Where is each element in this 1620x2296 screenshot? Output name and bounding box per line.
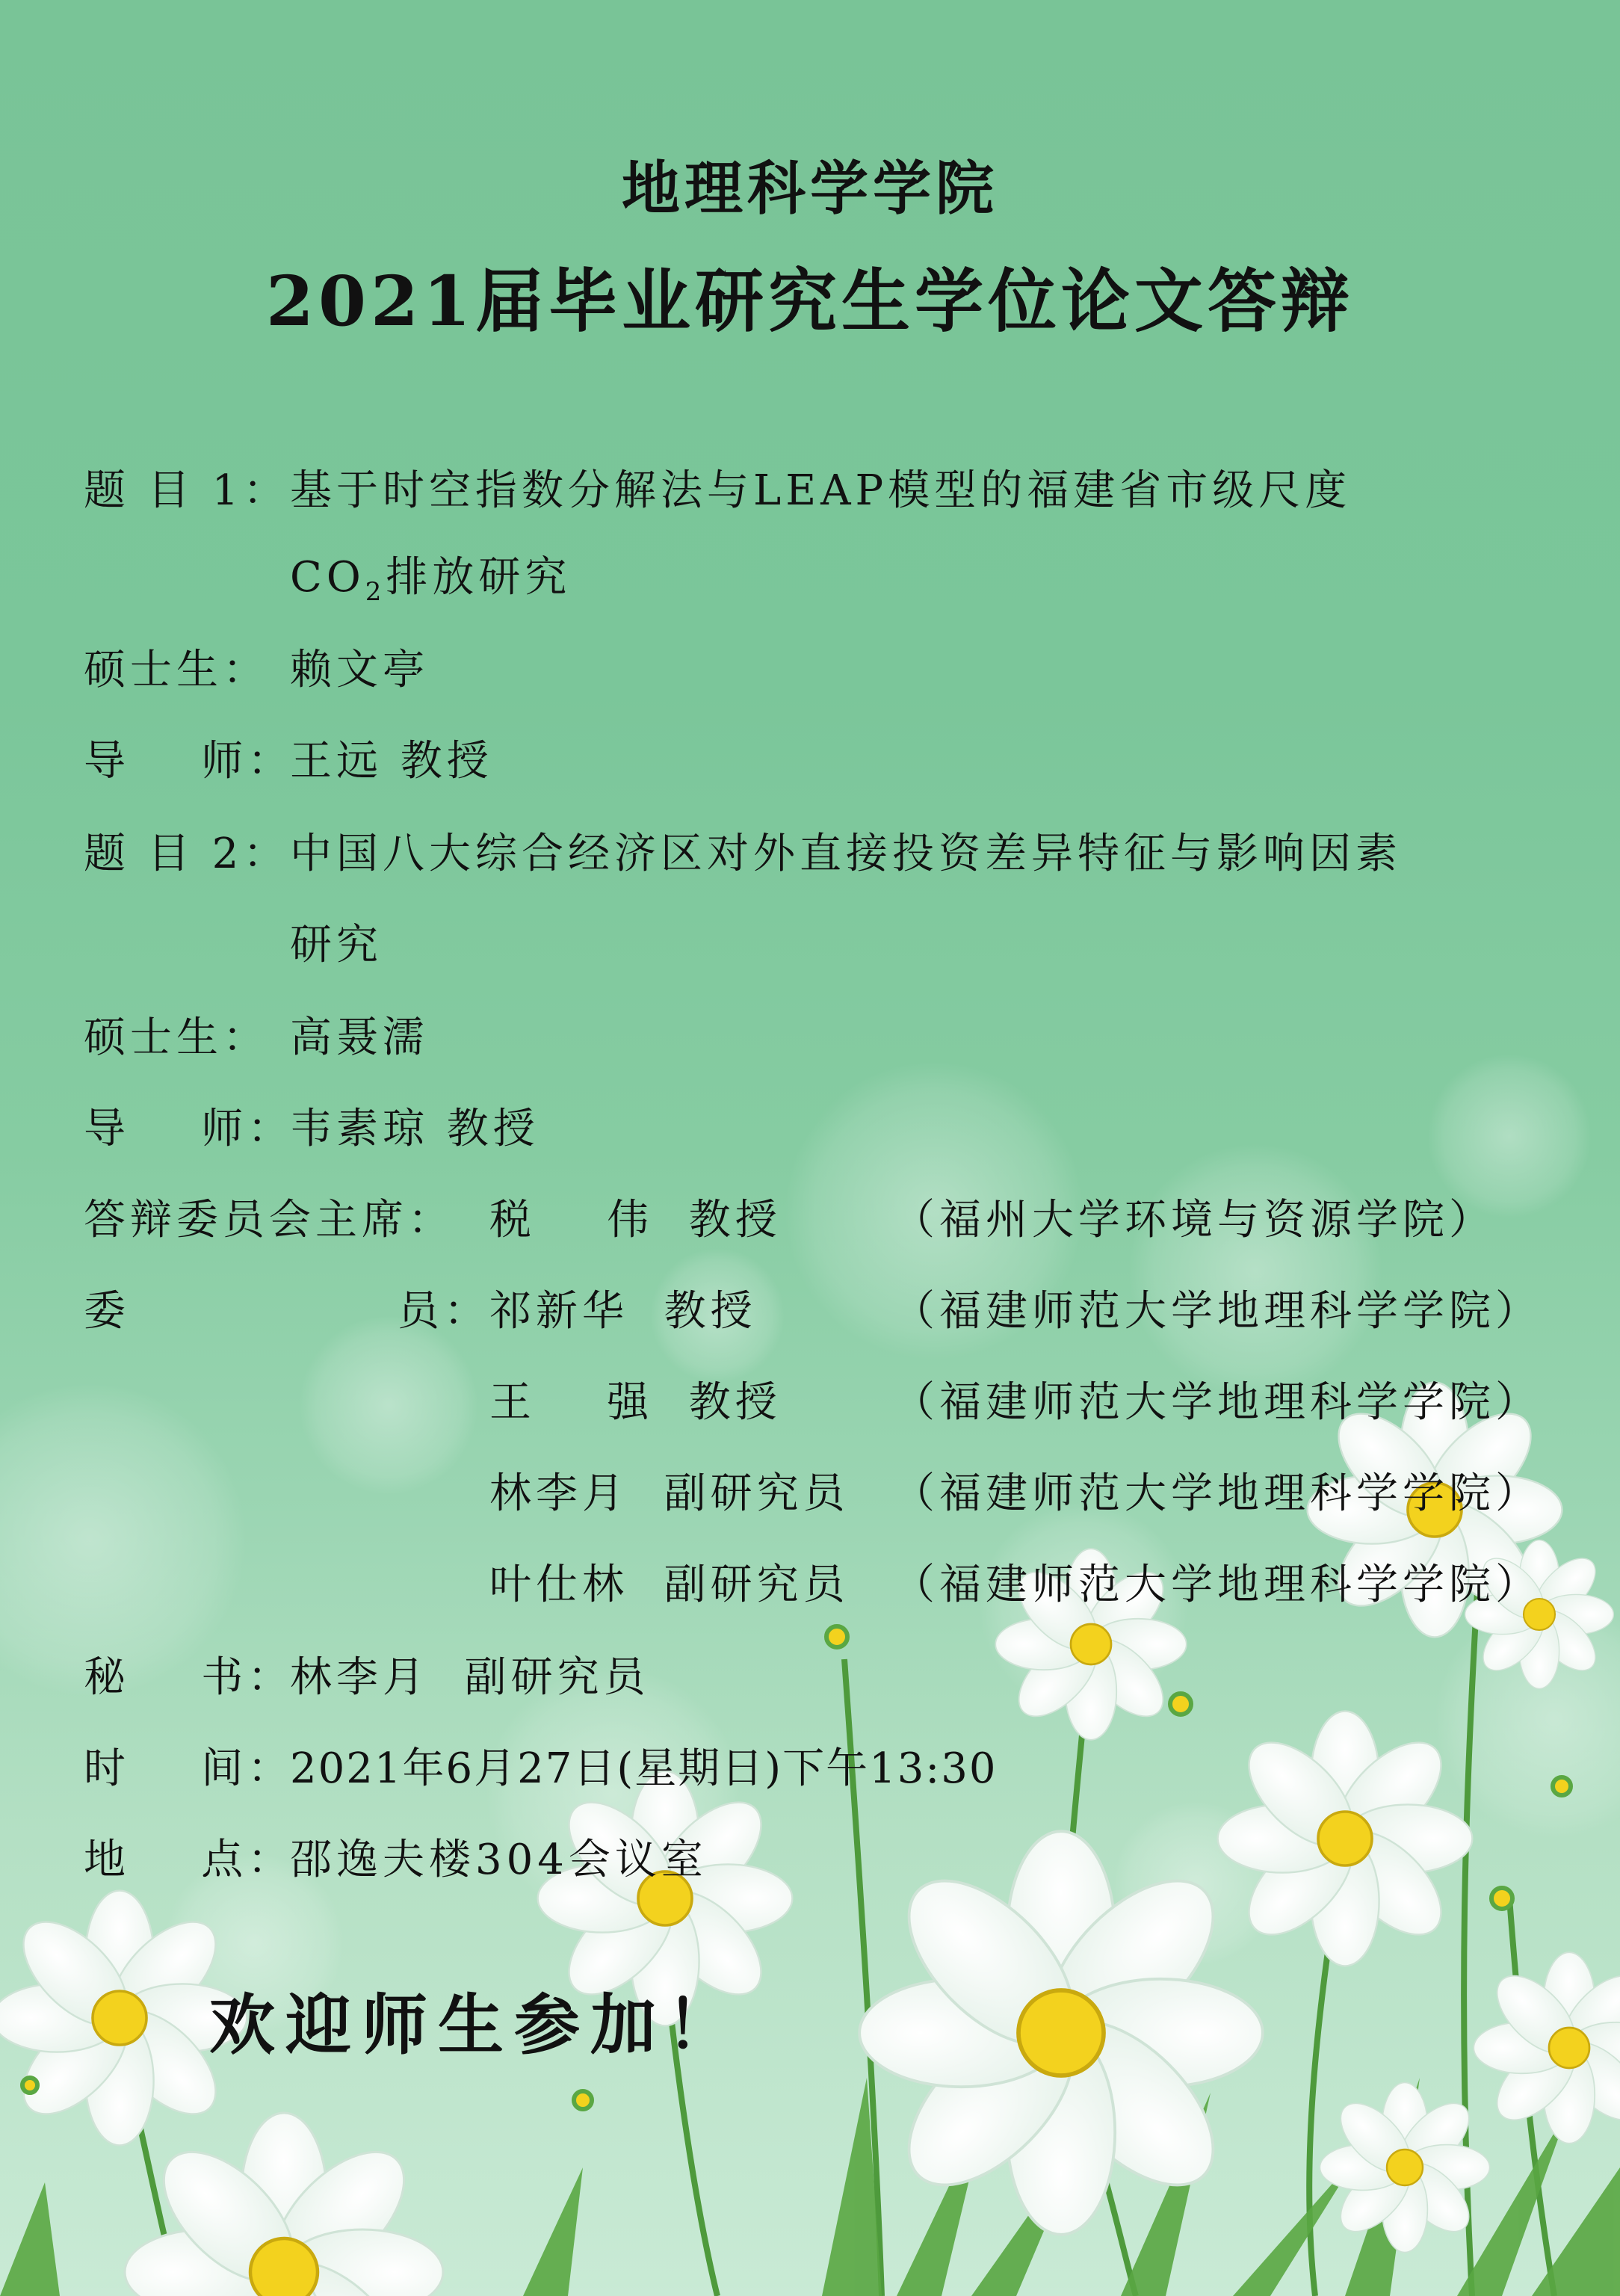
committee-member-name: 王 强 教授	[489, 1378, 782, 1427]
committee-member-name: 林李月 副研究员	[489, 1469, 850, 1518]
committee-chair-label: 答辩委员会主席：	[84, 1196, 454, 1244]
school-title: 地理科学学院	[621, 155, 998, 223]
student1-name: 赖文亭	[290, 646, 429, 694]
topic1-label: 题 目 1：	[84, 466, 290, 515]
advisor2-label: 导 师：	[84, 1105, 294, 1153]
welcome-message: 欢迎师生参加！	[209, 1986, 743, 2064]
secretary-label: 秘 书：	[84, 1653, 294, 1702]
committee-member-affiliation: （福州大学环境与资源学院）	[893, 1196, 1495, 1244]
advisor1-name: 王远 教授	[290, 737, 493, 786]
student2-label: 硕士生：	[84, 1013, 269, 1062]
committee-member-name: 叶仕林 副研究员	[489, 1561, 850, 1609]
committee-member-name: 税 伟 教授	[489, 1196, 782, 1244]
committee-member-affiliation: （福建师范大学地理科学学院）	[893, 1378, 1542, 1427]
event-title: 2021届毕业研究生学位论文答辩	[265, 261, 1355, 342]
place-label: 地 点：	[84, 1836, 294, 1884]
committee-member-name: 祁新华 教授	[489, 1287, 757, 1336]
topic2-line2: 研究	[290, 921, 383, 969]
topic2-line1: 中国八大综合经济区对外直接投资差异特征与影响因素	[290, 830, 1402, 878]
student1-label: 硕士生：	[84, 646, 269, 694]
secretary-value: 林李月 副研究员	[290, 1653, 650, 1702]
topic2-label: 题 目 2：	[84, 830, 290, 878]
topic1-line1: 基于时空指数分解法与LEAP模型的福建省市级尺度	[290, 466, 1352, 515]
advisor2-name: 韦素琼 教授	[290, 1105, 540, 1153]
committee-member-affiliation: （福建师范大学地理科学学院）	[893, 1469, 1542, 1518]
committee-member-label-1: 委	[84, 1287, 130, 1336]
committee-member-affiliation: （福建师范大学地理科学学院）	[893, 1287, 1542, 1336]
student2-name: 高聂濡	[290, 1013, 429, 1062]
time-label: 时 间：	[84, 1744, 294, 1793]
time-value: 2021年6月27日(星期日)下午13:30	[290, 1744, 998, 1793]
committee-member-affiliation: （福建师范大学地理科学学院）	[893, 1561, 1542, 1609]
advisor1-label: 导 师：	[84, 737, 294, 786]
topic1-line2: $CO_2$排放研究	[290, 553, 572, 608]
committee-member-label-2: 员：	[398, 1287, 490, 1336]
place-value: 邵逸夫楼304会议室	[290, 1836, 708, 1884]
